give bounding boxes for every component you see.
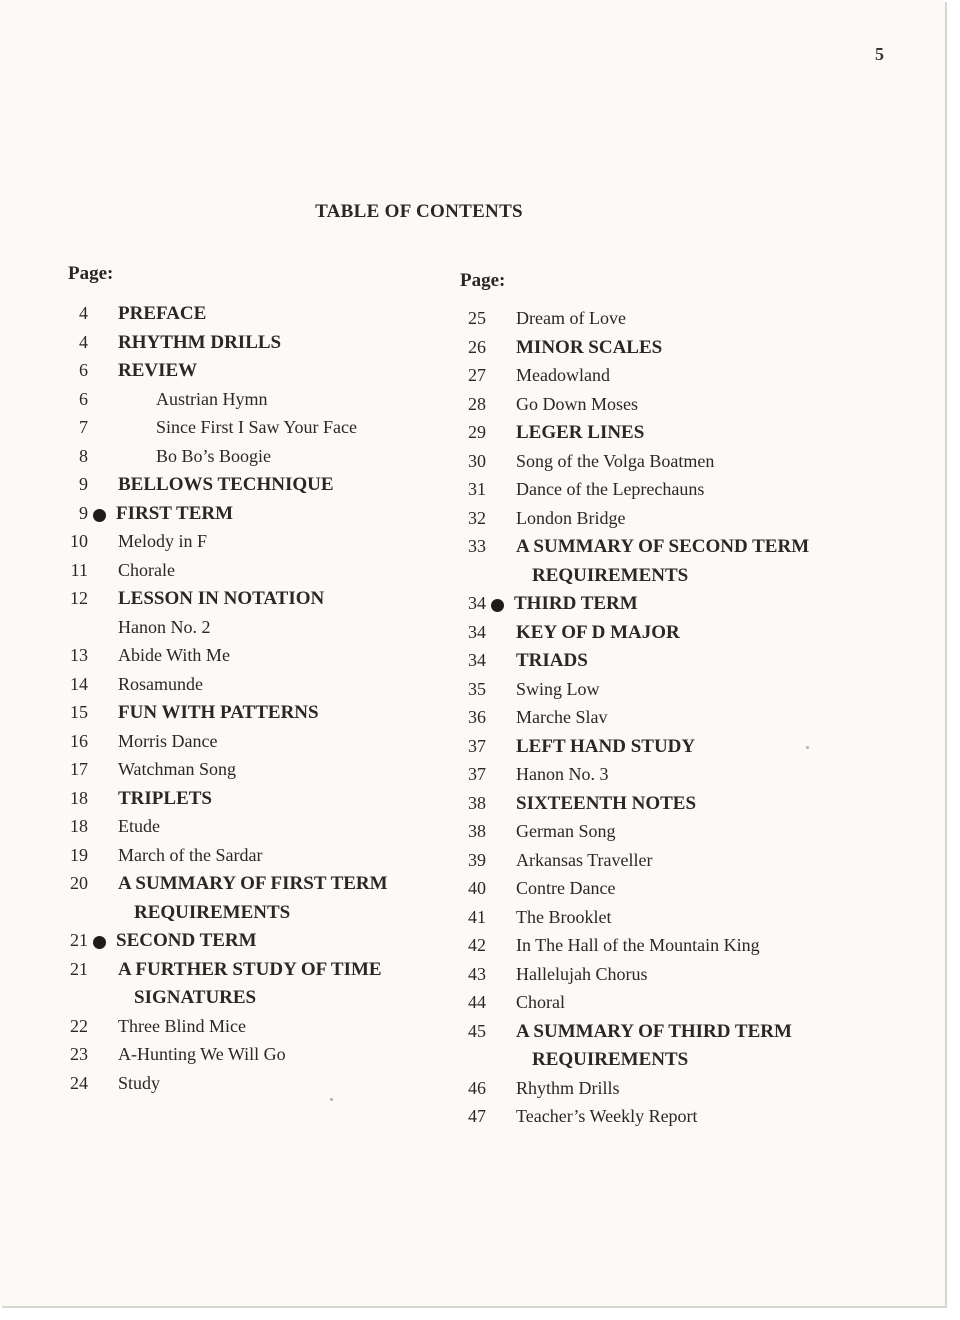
toc-page-number: 6: [79, 360, 88, 380]
toc-entry: [448, 1019, 868, 1048]
toc-entry: [50, 843, 430, 872]
toc-entry-title: REQUIREMENTS: [134, 901, 291, 923]
toc-page-number: 39: [468, 849, 486, 870]
toc-entry: [448, 1076, 868, 1105]
toc-entry: [50, 615, 430, 644]
toc-page-number: 12: [70, 588, 88, 608]
toc-entry-title: German Song: [516, 821, 616, 841]
toc-entry-title: Choral: [516, 992, 565, 1012]
toc-entry: [50, 501, 430, 530]
toc-entry: [448, 876, 868, 905]
toc-entry-title: Abide With Me: [118, 645, 230, 665]
toc-page-number: 30: [468, 450, 486, 471]
toc-entry: [50, 900, 430, 929]
toc-page-number: 25: [468, 308, 486, 328]
toc-page-number: 37: [468, 764, 486, 784]
left-column-heading: Page:: [68, 263, 114, 284]
toc-entry: [448, 819, 868, 848]
page-title: TABLE OF CONTENTS: [315, 201, 523, 222]
toc-entry-title: REVIEW: [118, 360, 198, 381]
toc-entry-title: TRIADS: [516, 650, 588, 671]
toc-entry: [50, 928, 430, 957]
page-number: 5: [875, 44, 884, 64]
toc-page-number: 14: [70, 673, 88, 694]
toc-page-number: 9: [79, 502, 88, 523]
toc-entry-title: REQUIREMENTS: [532, 1049, 689, 1070]
toc-page-number: 18: [70, 787, 88, 808]
toc-page-number: 37: [468, 735, 486, 756]
toc-page-number: 31: [468, 479, 486, 499]
toc-page-number: 23: [70, 1044, 88, 1064]
toc-entry: [448, 534, 868, 563]
toc-entry-title: A SUMMARY OF SECOND TERM: [516, 536, 810, 557]
toc-entry: [50, 1042, 430, 1071]
toc-entry: [50, 871, 430, 900]
toc-entry: [448, 905, 868, 934]
toc-entry: [448, 677, 868, 706]
toc-page-number: 38: [468, 792, 486, 813]
toc-entry: [50, 472, 430, 501]
toc-entry: [50, 786, 430, 815]
toc-entry-title: In The Hall of the Mountain King: [516, 935, 760, 955]
toc-page-number: 21: [70, 958, 88, 979]
toc-page-number: 40: [468, 878, 486, 898]
toc-entry: [50, 985, 430, 1014]
toc-entry: [50, 529, 430, 558]
toc-entry: [50, 558, 430, 587]
toc-entry-title: SECOND TERM: [116, 930, 257, 951]
toc-entry: [50, 586, 430, 615]
toc-page-number: 34: [468, 650, 486, 670]
toc-page-number: 34: [468, 593, 486, 613]
toc-page-number: 38: [468, 821, 486, 841]
toc-entry: [448, 1104, 868, 1133]
toc-entry: [50, 814, 430, 843]
toc-entry: [448, 591, 868, 620]
toc-page-number: 36: [468, 707, 486, 727]
toc-entry: [50, 1071, 430, 1100]
toc-entry-title: Watchman Song: [118, 759, 237, 779]
toc-entry-title: The Brooklet: [516, 906, 612, 927]
right-toc-column: [448, 306, 868, 1133]
toc-entry-title: Teacher’s Weekly Report: [516, 1106, 698, 1126]
toc-entry-title: BELLOWS TECHNIQUE: [118, 474, 334, 495]
toc-page-number: 10: [70, 531, 88, 551]
toc-entry-title: Study: [118, 1072, 161, 1093]
toc-page-number: 45: [468, 1020, 486, 1041]
toc-entry: [50, 1014, 430, 1043]
toc-entry-title: KEY OF D MAJOR: [516, 621, 680, 643]
toc-entry-title: Hanon No. 2: [118, 616, 211, 637]
toc-entry: [448, 962, 868, 991]
toc-page-number: 9: [79, 474, 88, 494]
toc-entry: [50, 301, 430, 330]
toc-entry: [448, 363, 868, 392]
toc-entry-title: REQUIREMENTS: [532, 564, 689, 586]
toc-entry-title: LEGER LINES: [516, 422, 645, 443]
paper-speck: [806, 746, 809, 749]
toc-entry: [50, 358, 430, 387]
toc-page-number: 16: [70, 730, 88, 751]
term-bullet-icon: [93, 936, 106, 949]
toc-page-number: 4: [79, 331, 88, 352]
term-bullet-icon: [491, 599, 504, 612]
toc-entry: [448, 848, 868, 877]
toc-page-number: 46: [468, 1077, 486, 1098]
toc-entry: [448, 477, 868, 506]
toc-entry-title: Dance of the Leprechauns: [516, 479, 705, 499]
toc-entry-title: THIRD TERM: [514, 593, 638, 614]
toc-page-number: 22: [70, 1015, 88, 1036]
toc-entry: [448, 335, 868, 364]
toc-entry: [448, 392, 868, 421]
toc-entry-title: Meadowland: [516, 365, 610, 385]
toc-entry: [448, 734, 868, 763]
toc-entry-title: Arkansas Traveller: [516, 849, 653, 870]
toc-entry: [50, 444, 430, 473]
toc-entry: [448, 648, 868, 677]
toc-entry-title: LESSON IN NOTATION: [118, 588, 325, 609]
toc-entry-title: Dream of Love: [516, 308, 626, 328]
toc-page-number: 29: [468, 422, 486, 442]
toc-entry: [50, 387, 430, 416]
toc-page-number: 4: [79, 303, 88, 323]
toc-page-number: 44: [468, 992, 486, 1012]
toc-entry-title: Hallelujah Chorus: [516, 963, 648, 984]
toc-entry-title: LEFT HAND STUDY: [516, 735, 696, 757]
toc-entry-title: Contre Dance: [516, 878, 616, 898]
toc-page-number: 35: [468, 678, 486, 699]
toc-entry: [50, 957, 430, 986]
toc-entry: [448, 933, 868, 962]
toc-entry: [448, 705, 868, 734]
toc-page-number: 19: [70, 844, 88, 865]
toc-page-number: 18: [70, 816, 88, 836]
toc-entry: [50, 643, 430, 672]
toc-page-number: 26: [468, 336, 486, 357]
left-toc-column: [50, 301, 430, 1099]
toc-page-number: 17: [70, 759, 88, 779]
toc-page-number: 11: [70, 559, 88, 580]
toc-entry-title: Austrian Hymn: [156, 388, 268, 409]
toc-entry-title: Rhythm Drills: [516, 1077, 620, 1098]
toc-entry-title: Hanon No. 3: [516, 764, 609, 784]
toc-page-number: 7: [79, 417, 88, 437]
toc-entry: [50, 700, 430, 729]
toc-entry: [448, 620, 868, 649]
toc-entry: [50, 330, 430, 359]
toc-entry: [50, 415, 430, 444]
toc-entry-title: MINOR SCALES: [516, 336, 663, 358]
toc-entry-title: Swing Low: [516, 678, 600, 699]
toc-entry: [448, 506, 868, 535]
toc-page-number: 33: [468, 536, 486, 556]
toc-entry-title: A SUMMARY OF THIRD TERM: [516, 1020, 792, 1042]
toc-entry-title: SIGNATURES: [134, 987, 257, 1008]
toc-entry-title: Bo Bo’s Boogie: [156, 445, 272, 466]
toc-entry: [50, 672, 430, 701]
paper-speck: [330, 1098, 333, 1101]
toc-entry-title: Marche Slav: [516, 707, 608, 727]
toc-page-number: 27: [468, 365, 486, 385]
toc-entry: [448, 791, 868, 820]
toc-entry-title: FUN WITH PATTERNS: [118, 702, 319, 723]
toc-entry: [448, 420, 868, 449]
toc-page-number: 43: [468, 963, 486, 984]
toc-entry-title: A SUMMARY OF FIRST TERM: [118, 873, 388, 894]
right-column-heading: Page:: [460, 270, 506, 291]
toc-entry: [448, 990, 868, 1019]
toc-page-number: 41: [468, 906, 486, 927]
toc-entry-title: Song of the Volga Boatmen: [516, 450, 715, 471]
toc-entry-title: Melody in F: [118, 531, 208, 551]
toc-page-number: 21: [70, 930, 88, 950]
toc-page-number: 42: [468, 935, 486, 955]
toc-entry-title: Since First I Saw Your Face: [156, 417, 357, 437]
toc-page-number: 34: [468, 621, 486, 642]
toc-entry-title: Chorale: [118, 559, 175, 580]
term-bullet-icon: [93, 509, 106, 522]
toc-entry-title: A-Hunting We Will Go: [118, 1044, 286, 1064]
toc-entry-title: FIRST TERM: [116, 502, 234, 524]
toc-page-number: 13: [70, 645, 88, 665]
toc-entry-title: March of the Sardar: [118, 844, 263, 865]
toc-entry: [50, 757, 430, 786]
toc-entry-title: TRIPLETS: [118, 787, 212, 809]
toc-entry-title: Morris Dance: [118, 730, 218, 751]
toc-page-number: 8: [79, 445, 88, 466]
toc-entry: [448, 1047, 868, 1076]
toc-page-number: 28: [468, 393, 486, 414]
toc-page-number: 20: [70, 873, 88, 893]
toc-entry-title: London Bridge: [516, 507, 626, 528]
toc-entry-title: SIXTEENTH NOTES: [516, 792, 697, 814]
toc-page-number: 6: [79, 388, 88, 409]
toc-entry-title: RHYTHM DRILLS: [118, 331, 282, 353]
toc-entry-title: Three Blind Mice: [118, 1015, 246, 1036]
toc-page-number: 47: [468, 1106, 486, 1126]
toc-page-number: 15: [70, 702, 88, 722]
toc-entry-title: Go Down Moses: [516, 393, 639, 414]
toc-entry: [448, 762, 868, 791]
toc-entry: [50, 729, 430, 758]
toc-page-number: 24: [70, 1072, 88, 1093]
toc-entry: [448, 306, 868, 335]
toc-entry-title: Etude: [118, 816, 160, 836]
toc-entry-title: Rosamunde: [118, 673, 203, 694]
toc-page-number: 32: [468, 507, 486, 528]
toc-entry: [448, 449, 868, 478]
toc-entry-title: PREFACE: [118, 303, 207, 324]
toc-entry-title: A FURTHER STUDY OF TIME: [118, 958, 382, 980]
toc-entry: [448, 563, 868, 592]
